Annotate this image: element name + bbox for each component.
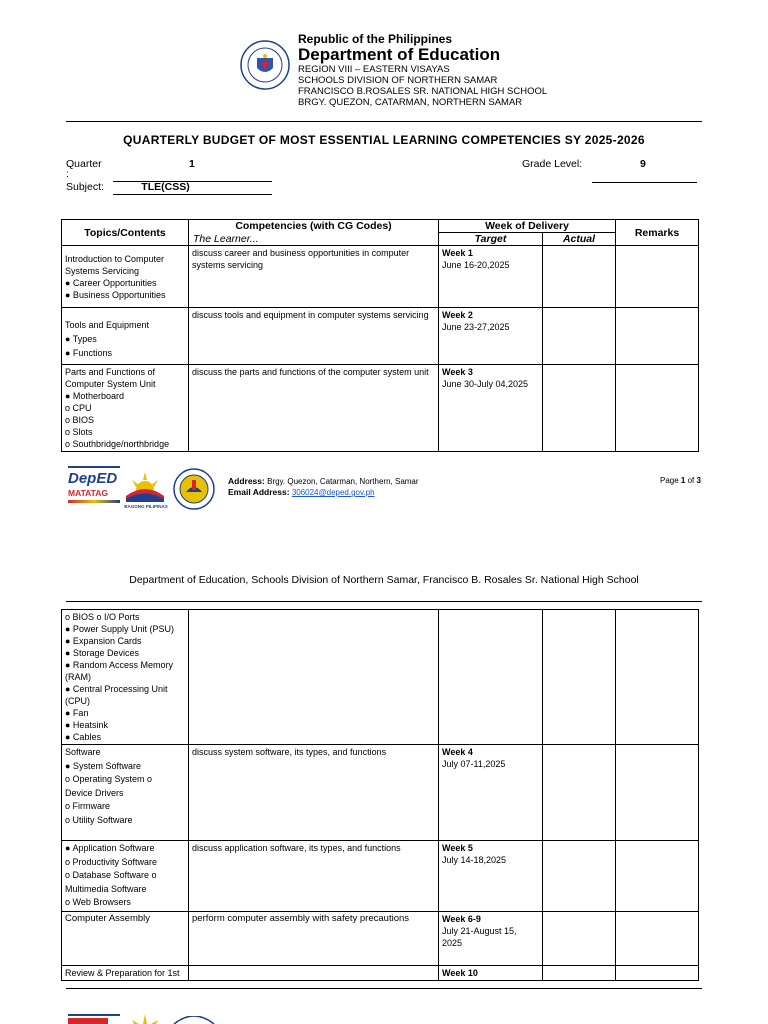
topic-line: o Database Software o (65, 870, 157, 880)
school-address: BRGY. QUEZON, CATARMAN, NORTHERN SAMAR (298, 97, 523, 108)
table-row (62, 911, 699, 965)
bagong-pilipinas-text: BAGONG PILIPINAS (124, 504, 168, 509)
deped-seal-icon (240, 40, 290, 90)
learner-subheader: The Learner... (189, 233, 439, 246)
actual-cell (543, 965, 616, 980)
page2-division-seal-icon (173, 1016, 215, 1024)
quarter-value: 1 (189, 158, 195, 170)
table-row (62, 610, 699, 745)
topic-line: ● Functions (65, 348, 112, 358)
week-label: Week 10 (442, 967, 478, 978)
topic-line: Introduction to Computer (65, 253, 165, 264)
remarks-header: Remarks (616, 220, 699, 246)
page2-footer-divider (66, 988, 702, 989)
actual-header: Actual (543, 233, 616, 246)
quarter-label: Quarter (66, 158, 102, 170)
topic-line: ● Application Software (65, 843, 155, 853)
department-name: Department of Education (298, 45, 501, 64)
subject-value: TLE(CSS) (141, 181, 190, 193)
remarks-cell (616, 911, 699, 965)
remarks-cell (616, 308, 699, 365)
grade-level-label: Grade Level: (522, 158, 583, 170)
target-cell (439, 308, 543, 365)
topic-line: o Utility Software (65, 814, 133, 825)
target-date: June 23-27,2025 (442, 322, 510, 332)
topic-cell (62, 610, 189, 745)
email-label: Email Address: (228, 487, 290, 497)
competency-cell: perform computer assembly with safety precautions (189, 911, 439, 965)
actual-cell (543, 365, 616, 452)
topic-line: o Firmware (65, 801, 111, 811)
topic-line: Device Drivers (65, 787, 124, 798)
topic-line: Review & Preparation for 1st (65, 967, 180, 978)
deped-matatag-logo (68, 466, 120, 512)
table-row (62, 308, 699, 365)
topic-line: ● Expansion Cards (65, 636, 142, 646)
topic-line: Software (65, 747, 101, 757)
matatag-logo-text: MATATAG (68, 488, 108, 498)
competency-cell (189, 965, 439, 980)
bagong-pilipinas-logo-icon (122, 466, 168, 502)
topic-line: ● Heatsink (65, 720, 108, 730)
competency-cell: discuss system software, its types, and functions (189, 745, 439, 841)
division-seal-icon (173, 468, 215, 510)
remarks-cell (616, 745, 699, 841)
table-row (62, 745, 699, 841)
topic-line: ● Central Processing Unit (65, 684, 168, 694)
week-label: Week 6-9 (442, 913, 481, 924)
target-cell (439, 965, 543, 980)
header-divider (66, 121, 702, 122)
week-label: Week 3 (442, 367, 473, 377)
table-row (62, 965, 699, 980)
week-label: Week 5 (442, 843, 473, 853)
topic-line: ● System Software (65, 760, 141, 771)
topic-line: Computer Assembly (65, 912, 151, 924)
footer-contact (228, 476, 419, 498)
target-cell (439, 610, 543, 745)
week-label: Week 4 (442, 747, 473, 757)
topics-header: Topics/Contents (62, 220, 189, 246)
remarks-cell (616, 841, 699, 912)
topic-cell (62, 841, 189, 912)
target-cell (439, 841, 543, 912)
competency-cell (189, 610, 439, 745)
topic-line: Tools and Equipment (65, 320, 150, 330)
page-total: 3 (696, 476, 701, 485)
week-header: Week of Delivery (439, 220, 616, 233)
competency-cell: discuss application software, its types, and functions (189, 841, 439, 912)
topic-line: o BIOS (65, 415, 95, 425)
table-row (62, 365, 699, 452)
actual-cell (543, 745, 616, 841)
page2-bagong-pilipinas-icon (122, 1014, 168, 1024)
topic-line: o Slots (65, 427, 93, 437)
school-label: FRANCISCO B.ROSALES SR. NATIONAL HIGH SCHOOL (298, 86, 548, 97)
topic-line: ● Storage Devices (65, 648, 139, 658)
topic-line: o Operating System o (65, 774, 153, 784)
topic-line: o Southbridge/northbridge (65, 439, 170, 449)
target-header: Target (439, 233, 543, 246)
topic-cell (62, 308, 189, 365)
topic-line: o CPU (65, 403, 92, 413)
topic-line: ● Cables (65, 732, 101, 742)
competency-cell: discuss tools and equipment in computer systems servicing (189, 308, 439, 365)
remarks-cell (616, 965, 699, 980)
topic-line: ● Types (65, 334, 97, 344)
topic-line: o Productivity Software (65, 856, 158, 867)
target-cell (439, 246, 543, 308)
target-date: June 30-July 04,2025 (442, 379, 529, 389)
actual-cell (543, 911, 616, 965)
document-title: QUARTERLY BUDGET OF MOST ESSENTIAL LEARNING COMPETENCIES SY 2025-2026 (123, 133, 645, 147)
remarks-cell (616, 365, 699, 452)
topic-line: ● Career Opportunities (65, 277, 157, 288)
address-value: Brgy. Quezon, Catarman, Northern, Samar (267, 477, 419, 486)
topic-line: (RAM) (65, 672, 91, 682)
address-label: Address: (228, 476, 265, 486)
target-date: July 14-18,2025 (442, 855, 507, 865)
page2-header: Department of Education, Schools Division of Northern Samar, Francisco B. Rosales Sr. National High School (129, 574, 639, 586)
deped-logo-text: DepED (68, 470, 118, 487)
topic-cell (62, 911, 189, 965)
topic-line: Parts and Functions of (65, 367, 156, 377)
target-cell (439, 745, 543, 841)
page-of: of (685, 476, 697, 485)
page-num: 1 (680, 476, 686, 485)
target-cell (439, 911, 543, 965)
week-label: Week 2 (442, 310, 473, 320)
grade-underline (592, 182, 697, 183)
target-date: June 16-20,2025 (442, 260, 510, 270)
topic-cell (62, 965, 189, 980)
table-row (62, 246, 699, 308)
competency-cell: discuss career and business opportunities in computer systems servicing (189, 246, 439, 308)
target-date: July 07-11,2025 (442, 759, 506, 769)
quarter-colon: : (66, 168, 69, 180)
target-date: July 21-August 15, 2025 (442, 925, 517, 948)
topic-line: Multimedia Software (65, 883, 147, 894)
topic-line: ● Random Access Memory (65, 660, 173, 670)
topic-cell (62, 365, 189, 452)
actual-cell (543, 246, 616, 308)
topic-cell (62, 246, 189, 308)
page-number (660, 476, 701, 485)
actual-cell (543, 308, 616, 365)
topic-line: o Web Browsers (65, 897, 131, 907)
competencies-table-continued (61, 609, 699, 981)
page2-header-divider (66, 601, 702, 602)
subject-label: Subject: (66, 181, 104, 193)
remarks-cell (616, 610, 699, 745)
week-label: Week 1 (442, 248, 473, 258)
competencies-header: Competencies (with CG Codes) (189, 220, 439, 233)
competencies-table (61, 219, 699, 452)
topic-cell (62, 745, 189, 841)
topic-line: (CPU) (65, 696, 90, 706)
table-row (62, 841, 699, 912)
topic-line: ● Business Opportunities (65, 289, 166, 300)
page2-footer-logo-clip (68, 1014, 120, 1024)
division-label: SCHOOLS DIVISION OF NORTHERN SAMAR (298, 75, 498, 86)
competency-cell: discuss the parts and functions of the computer system unit (189, 365, 439, 452)
republic-label: Republic of the Philippines (298, 32, 453, 46)
topic-line: o BIOS o I/O Ports (65, 612, 140, 622)
topic-line: ● Fan (65, 708, 89, 718)
topic-line: ● Power Supply Unit (PSU) (65, 624, 174, 634)
actual-cell (543, 610, 616, 745)
grade-level-value: 9 (640, 158, 646, 170)
topic-line: ● Motherboard (65, 391, 124, 401)
page-prefix: Page (660, 476, 681, 485)
subject-underline (113, 194, 272, 195)
topic-line: Computer System Unit (65, 379, 156, 389)
topic-line: Systems Servicing (65, 265, 140, 276)
remarks-cell (616, 246, 699, 308)
email-link[interactable]: 306024@deped.gov.ph (291, 488, 375, 497)
target-cell (439, 365, 543, 452)
actual-cell (543, 841, 616, 912)
region-label: REGION VIII – EASTERN VISAYAS (298, 64, 450, 75)
